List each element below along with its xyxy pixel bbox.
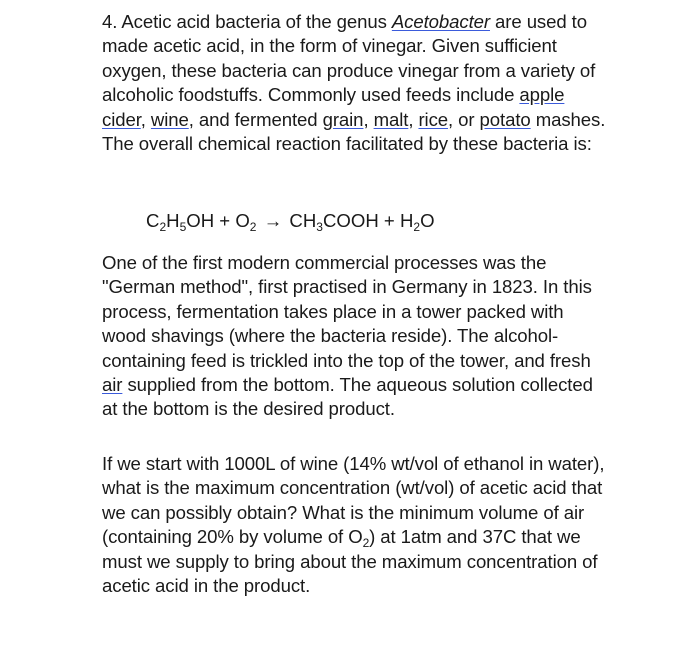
reaction-arrow: → (258, 210, 288, 231)
german-method-paragraph: One of the first modern commercial processes was the "German method", first practised in Germany in 1823. In this process, fermentation takes place in a tower packed with wood shavings (where the bacteria reside). The alcohol-containing feed is trickled into the top of the tower, and fresh air supplied from the bottom. The aqueous solution collected at the bottom is the desired product. (102, 252, 593, 420)
link-rice[interactable]: rice (418, 108, 449, 130)
link-acetobacter[interactable]: Acetobacter (391, 11, 490, 32)
link-apple-cider[interactable]: apple cider (102, 84, 565, 130)
link-wine[interactable]: wine (150, 108, 189, 130)
chemical-equation: $C_2H_5OH + O_2$ → $CH_3COOH + H_2O$ (146, 210, 435, 234)
link-potato[interactable]: potato (479, 108, 531, 130)
question-paragraph: If we start with 1000L of wine (14% wt/vol of ethanol in water), what is the maximum concentration (wt/vol) of acetic acid that we can possibly obtain? What is the minimum volume of air (containing 20% by volume of $O_2$) at 1atm and 37C that we must we supply to bring about the maximum concentration of acetic acid in the product. (102, 453, 605, 597)
question-number: 4. (102, 11, 118, 32)
link-air[interactable]: air (102, 374, 123, 396)
link-grain[interactable]: grain (322, 108, 364, 130)
intro-paragraph: 4. Acetic acid bacteria of the genus Acetobacter are used to made acetic acid, in the form of vinegar. Given sufficient oxygen, these bacteria can produce vinegar from a variety of alcoholic foodstuffs. Commonly used feeds include apple cider, wine, and fermented grain, malt, rice, or potato mashes. The overall chemical reaction facilitated by these bacteria is: (102, 11, 606, 155)
link-malt[interactable]: malt (373, 108, 409, 130)
